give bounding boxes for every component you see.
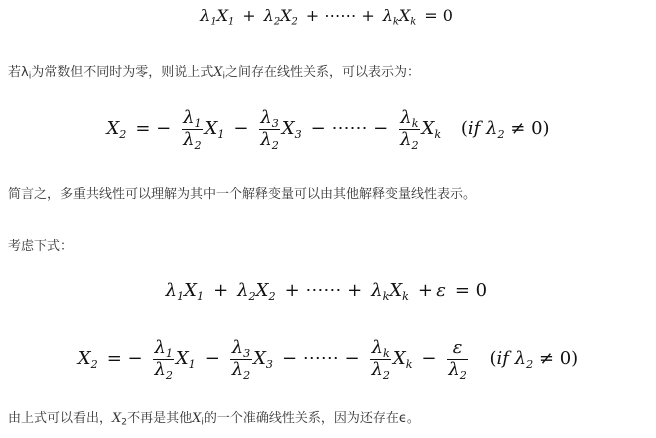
equation-with-error-term: $\lambda_1X_1 + \lambda_2X_2$ + ⋯⋯ + $\lambda_kX_k + \varepsilon = 0$ bbox=[165, 280, 488, 303]
equation-x2-with-error: $X_2$ = − $\frac{\lambda_1}{\lambda_2}$ $X_1$ − $\frac{\lambda_3}{\lambda_2}$ $X_3$ − ⋯⋯ − $\frac{\lambda_k}{\lambda_2}$ $X_k$ − $\frac{\varepsilon}{\lambda_2}$ (if $\lambda_2 \ne 0$) bbox=[77, 337, 579, 382]
equation-linear-relation: $\lambda_1X_1 + \lambda_2X_2$ + ⋯⋯ + $\lambda_kX_k = 0$ bbox=[200, 6, 453, 28]
fraction-lambdak-lambda2-b: $\frac{\lambda_k}{\lambda_2}$ bbox=[371, 337, 390, 382]
paragraph-multicollinearity-summary: 简言之，多重共线性可以理解为其中一个解释变量可以由其他解释变量线性表示。 bbox=[8, 187, 477, 202]
fraction-lambda1-lambda2: $\frac{\lambda_1}{\lambda_2}$ bbox=[183, 107, 202, 152]
fraction-lambdak-lambda2: $\frac{\lambda_k}{\lambda_2}$ bbox=[400, 107, 419, 152]
para1-text-b: 为常数但不同时为零，则说上式 bbox=[31, 65, 214, 80]
fraction-lambda1-lambda2-b: $\frac{\lambda_1}{\lambda_2}$ bbox=[154, 337, 173, 382]
para1-text-a: 若λ bbox=[8, 65, 29, 80]
para4-text-b: 不再是其他 bbox=[127, 411, 193, 426]
equation-x2-expression: $X_2$ = − $\frac{\lambda_1}{\lambda_2}$ $X_1$ − $\frac{\lambda_3}{\lambda_2}$ $X_3$ − ⋯⋯ − $\frac{\lambda_k}{\lambda_2}$ $X_k$ (if $\lambda_2 \ne 0$) bbox=[106, 107, 550, 152]
para4-text-a: 由上式可以看出， bbox=[8, 411, 113, 426]
fraction-epsilon-lambda2: $\frac{\varepsilon}{\lambda_2}$ bbox=[448, 337, 467, 382]
fraction-lambda3-lambda2: $\frac{\lambda_3}{\lambda_2}$ bbox=[260, 107, 279, 152]
fraction-lambda3-lambda2-b: $\frac{\lambda_3}{\lambda_2}$ bbox=[231, 337, 251, 382]
paragraph-consider: 考虑下式： bbox=[8, 239, 74, 254]
paragraph-linear-relation: 若$\lambda_i$为常数但不同时为零，则说上式$X_i$之间存在线性关系，可以表示为： bbox=[8, 65, 421, 82]
para1-text-c: 之间存在线性关系，可以表示为： bbox=[225, 65, 421, 80]
para4-text-c: 的一个准确线性关系，因为还存在ϵ。 bbox=[203, 411, 420, 426]
paragraph-conclusion: 由上式可以看出，$X_2$不再是其他$X_i$的一个准确线性关系，因为还存在ϵ。 bbox=[8, 411, 420, 428]
